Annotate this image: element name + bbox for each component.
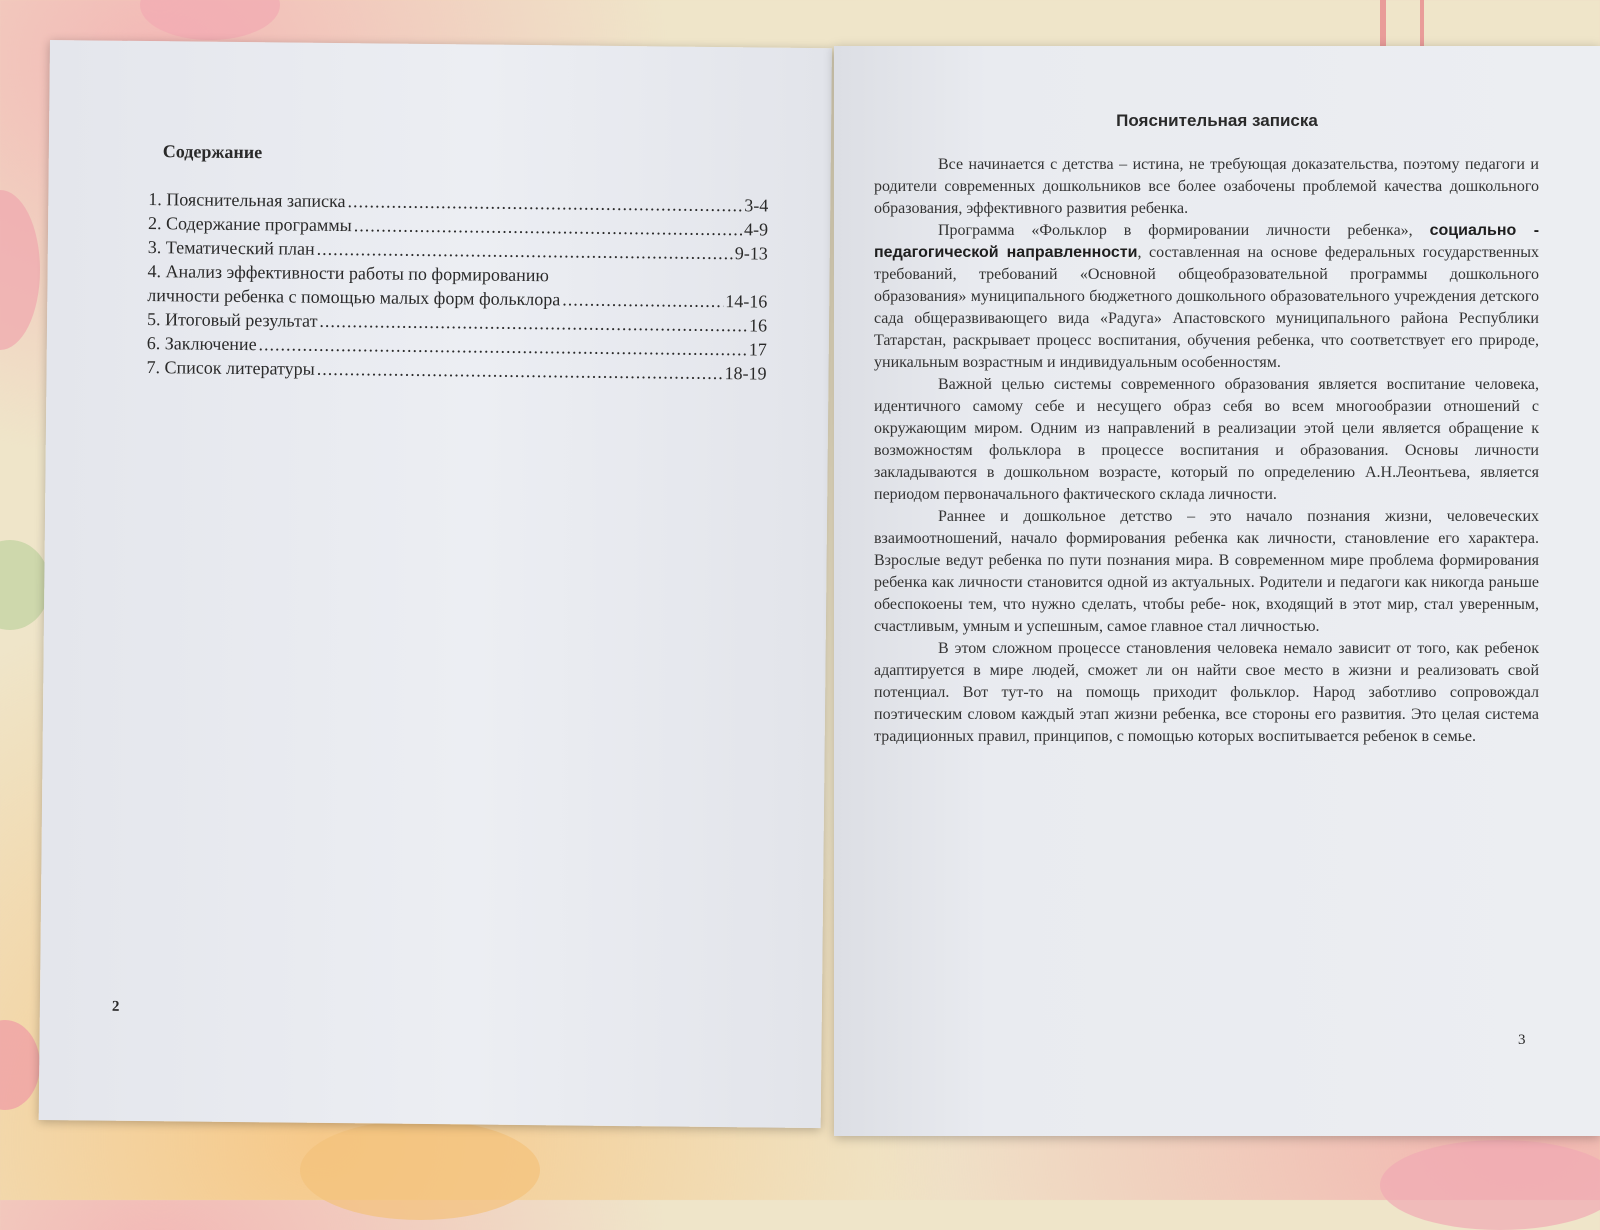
paragraph-bold-text: социально - педагогической направленности (874, 222, 1540, 261)
toc-item-label: 2. Содержание программы (147, 213, 352, 236)
toc-title: Содержание (162, 141, 263, 163)
toc-item-pages: 16 (748, 315, 768, 336)
toc-item-label: 5. Итоговый результат (146, 309, 318, 331)
fabric-stripe-top-right (1380, 0, 1386, 50)
toc-item-label: 7. Список литературы (146, 357, 315, 379)
left-page (39, 40, 832, 1128)
paragraph-text: Программа «Фольклор в формировании личности ребенка», (938, 222, 1413, 239)
toc-item-label: 4. Анализ эффективности работы по формированию (147, 261, 549, 286)
explanatory-note-body (874, 154, 1539, 748)
fabric-flower-bottom (300, 1120, 540, 1220)
toc-item-label-continuation: личности ребенка с помощью малых форм фольклора (147, 285, 561, 310)
paragraph: Важной целью системы современного образования является воспитание человека, идентичного самому себе и несущего образ себя во всем многообразии отношений с окружающим миром. Одним из направлений в реализации этой цели является обращение к возможностям фольклора в процессе воспитания и образования. Основы личности закладываются в дошкольном возрасте, который по определению А.Н.Леонтьева, является периодом первоначального фактического склада личности. (874, 376, 1539, 503)
paragraph: Все начинается с детства – истина, не требующая доказательства, поэтому педагоги и родители современных дошкольников все более озабочены проблемой качества дошкольного образования, эффективного развития ребенка. (874, 156, 1539, 217)
toc-leader-dots (562, 287, 723, 313)
toc-leader-dots (317, 357, 723, 385)
toc-item-label: 6. Заключение (146, 333, 257, 355)
toc-item-pages: 14-16 (725, 291, 768, 312)
table-of-contents (146, 187, 768, 385)
paragraph: Раннее и дошкольное детство – это начало познания жизни, человеческих взаимоотношений, начало формирования ребенка как личности, становление его характера. Взрослые ведут ребенка по пути познания мира. В современном мире проблема формирования ребенка как личности становится одной из актуальных. Родители и педагоги как никогда раньше обеспокоены тем, что нужно сделать, чтобы ребе- нок, входящий в этот мир, стал уверенным, счастливым, умным и успешным, самое главное стал личностью. (874, 508, 1539, 635)
fabric-stripe-top-right-2 (1420, 0, 1424, 50)
toc-item (146, 355, 766, 385)
paragraph: В этом сложном процессе становления человека немало зависит от того, как ребенок адаптируется в мире людей, сможет ли он найти свое место в жизни и реализовать свой потенциал. Вот тут-то на помощь приходит фольклор. Народ заботливо сопровождал поэтическим словом каждый этап жизни ребенка, все стороны его развития. Это целая система традиционных правил, принципов, с помощью которых воспитывается ребенок в семье. (874, 640, 1539, 745)
toc-item-pages: 9-13 (734, 243, 768, 264)
toc-item-pages: 4-9 (743, 219, 769, 240)
toc-item-pages: 17 (748, 339, 767, 360)
toc-item-pages: 18-19 (724, 363, 767, 384)
page-title: Пояснительная записка (1116, 111, 1318, 130)
paragraph (874, 220, 1539, 374)
fabric-leaf-left (0, 540, 50, 630)
right-page (834, 46, 1600, 1136)
fabric-flower-bottom-right (1380, 1140, 1600, 1230)
fabric-flower-bottom-left (0, 1020, 40, 1110)
fabric-flower-left (0, 190, 40, 350)
page-number: 2 (111, 998, 120, 1015)
toc-item-pages: 3-4 (744, 195, 769, 216)
paragraph-text: , составленная на основе федеральных государственных требований, требований «Основной общеобразовательной программы дошкольного образования» муниципального бюджетного дошкольного образовательного учреждения детского сада общеразвивающего вида «Радуга» Апастовского муниципального района Республики Татарстан, раскрывает процесс воспитания, обучения ребенка, что соответствует его природе, уникальным возрастным и индивидуальным особенностям. (874, 244, 1540, 371)
fabric-flower-top-left (140, 0, 280, 40)
toc-item-label: 3. Тематический план (147, 237, 315, 259)
toc-item-label: 1. Пояснительная записка (148, 189, 346, 212)
page-number: 3 (1518, 1032, 1526, 1048)
